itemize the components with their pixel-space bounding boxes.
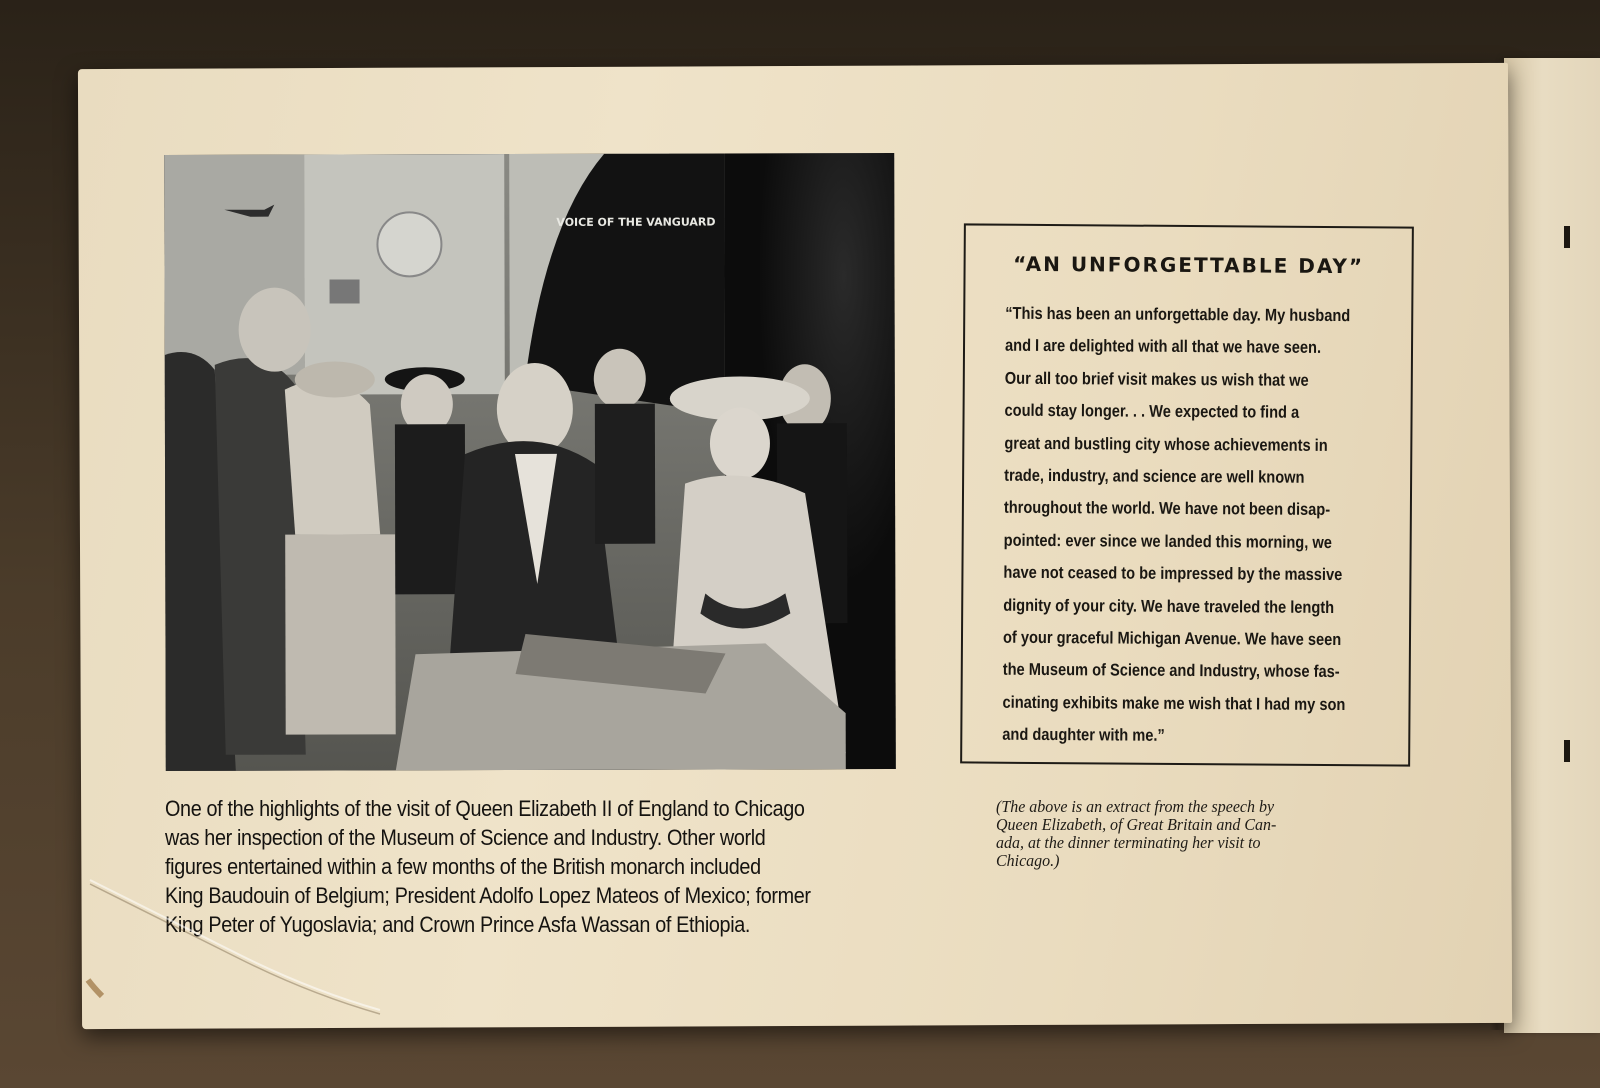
staple-mark [1564,226,1570,248]
photo-sign-text: VOICE OF THE VANGUARD [556,215,716,229]
quote-line: and daughter with me.” [1002,724,1165,746]
quote-title: “AN UNFORGETTABLE DAY” [1013,251,1365,279]
quote-line: Our all too brief visit makes us wish that we [1004,368,1309,390]
photo-illustration [164,153,896,771]
caption-line: King Baudouin of Belgium; President Adolfo Lopez Mateos of Mexico; former [165,883,811,908]
quote-line: of your graceful Michigan Avenue. We have seen [1002,627,1342,650]
quote-line: great and bustling city whose achievements in [1004,433,1328,455]
note-line: (The above is an extract from the speech by [996,797,1275,816]
photograph-queen-visit [164,153,896,771]
quote-line: cinating exhibits make me wish that I had my son [1002,692,1346,714]
quote-line: the Museum of Science and Industry, whose fas- [1002,660,1340,682]
staple-mark [1564,740,1570,762]
quote-line: pointed: ever since we landed this morning, we [1003,530,1332,552]
caption-line: was her inspection of the Museum of Science and Industry. Other world [165,825,766,850]
note-line: ada, at the dinner terminating her visit to [996,833,1261,852]
quote-line: could stay longer. . . We expected to find a [1004,400,1300,422]
caption-line: figures entertained within a few months of the British monarch included [165,854,761,879]
quote-line: have not ceased to be impressed by the massive [1003,562,1343,585]
caption-line: One of the highlights of the visit of Queen Elizabeth II of England to Chicago [165,796,805,821]
quote-line: and I are delighted with all that we have seen. [1004,336,1322,358]
quote-body [1002,298,1375,754]
quote-line: “This has been an unforgettable day. My husband [1005,303,1351,326]
next-page-edge [1504,58,1600,1033]
caption-line: King Peter of Yugoslavia; and Crown Prince Asfa Wassan of Ethiopia. [165,912,751,937]
quote-box [960,223,1414,766]
note-line: Queen Elizabeth, of Great Britain and Can- [996,815,1277,834]
note-line: Chicago.) [996,851,1060,870]
quote-line: throughout the world. We have not been disap- [1003,498,1331,520]
quote-line: trade, industry, and science are well known [1004,465,1305,487]
speech-note [996,798,1372,870]
quote-line: dignity of your city. We have traveled the length [1003,595,1335,617]
photo-caption [165,794,895,939]
